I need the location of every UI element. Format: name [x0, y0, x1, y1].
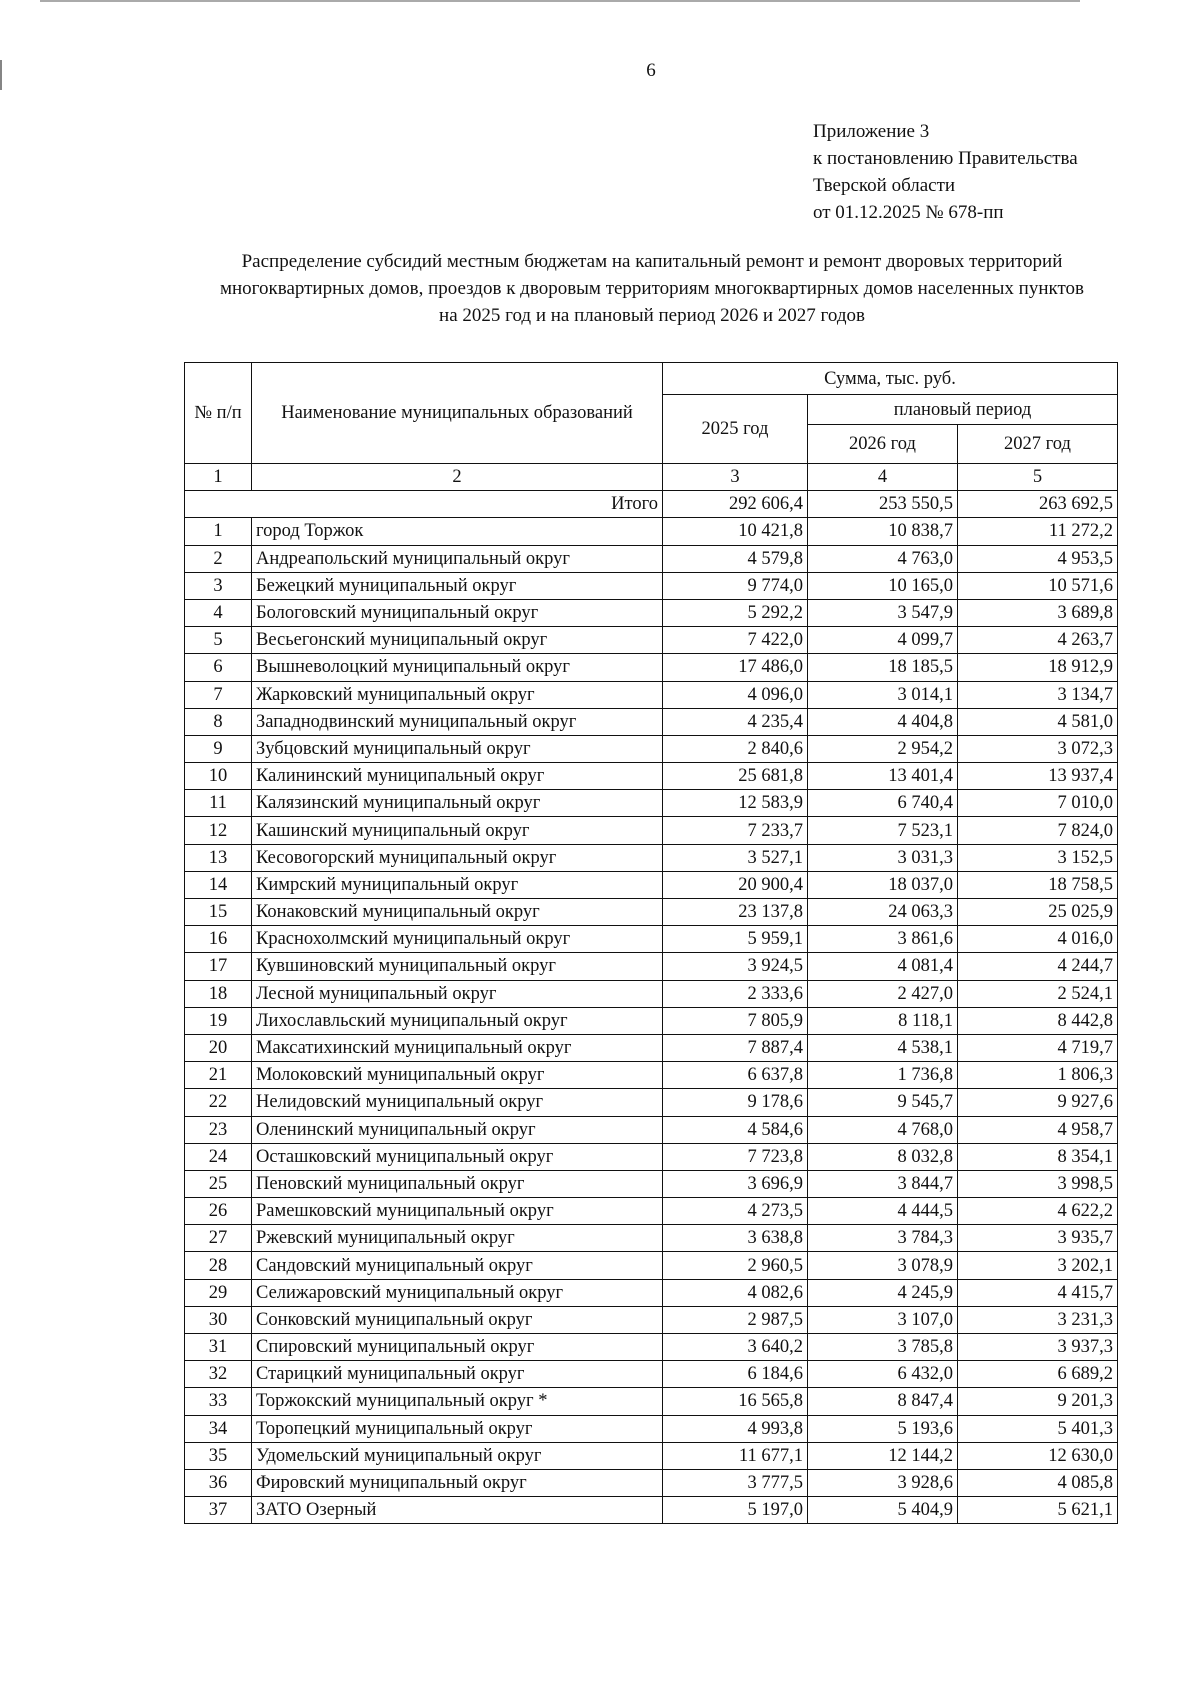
- value-2025: 12 583,9: [663, 790, 808, 817]
- document-title: [170, 248, 1134, 329]
- value-2026: 3 107,0: [808, 1306, 958, 1333]
- row-number: 20: [185, 1034, 252, 1061]
- value-2026: 3 861,6: [808, 926, 958, 953]
- value-2027: 7 824,0: [958, 817, 1118, 844]
- value-2026: 8 032,8: [808, 1143, 958, 1170]
- value-2025: 6 184,6: [663, 1361, 808, 1388]
- table-row: [185, 1334, 1118, 1361]
- value-2026: 9 545,7: [808, 1089, 958, 1116]
- value-2025: 16 565,8: [663, 1388, 808, 1415]
- value-2027: 4 953,5: [958, 545, 1118, 572]
- row-number: 36: [185, 1469, 252, 1496]
- row-number: 27: [185, 1225, 252, 1252]
- value-2026: 2 427,0: [808, 980, 958, 1007]
- value-2027: 4 622,2: [958, 1198, 1118, 1225]
- municipality-name: Вышневолоцкий муниципальный округ: [252, 654, 663, 681]
- table-row: [185, 763, 1118, 790]
- table-row: [185, 953, 1118, 980]
- value-2026: 2 954,2: [808, 735, 958, 762]
- value-2027: 4 085,8: [958, 1469, 1118, 1496]
- value-2026: 1 736,8: [808, 1062, 958, 1089]
- header-row: [185, 363, 1118, 395]
- value-2025: 3 638,8: [663, 1225, 808, 1252]
- row-number: 19: [185, 1007, 252, 1034]
- row-number: 13: [185, 844, 252, 871]
- municipality-name: Пеновский муниципальный округ: [252, 1170, 663, 1197]
- col-number: 1: [185, 464, 252, 491]
- row-number: 24: [185, 1143, 252, 1170]
- value-2026: 6 740,4: [808, 790, 958, 817]
- table-row: [185, 790, 1118, 817]
- municipality-name: Лихославльский муниципальный округ: [252, 1007, 663, 1034]
- table-row: [185, 926, 1118, 953]
- row-number: 8: [185, 708, 252, 735]
- header-2026: 2026 год: [808, 425, 958, 464]
- municipality-name: Кесовогорский муниципальный округ: [252, 844, 663, 871]
- value-2025: 5 197,0: [663, 1497, 808, 1524]
- value-2025: 7 422,0: [663, 627, 808, 654]
- table-row: [185, 1469, 1118, 1496]
- value-2026: 3 785,8: [808, 1334, 958, 1361]
- row-number: 14: [185, 871, 252, 898]
- row-number: 21: [185, 1062, 252, 1089]
- value-2027: 3 998,5: [958, 1170, 1118, 1197]
- value-2025: 4 273,5: [663, 1198, 808, 1225]
- table-row: [185, 1497, 1118, 1524]
- value-2025: 6 637,8: [663, 1062, 808, 1089]
- value-2027: 1 806,3: [958, 1062, 1118, 1089]
- table-row: [185, 1170, 1118, 1197]
- table-row: [185, 899, 1118, 926]
- title-line: Распределение субсидий местным бюджетам на капитальный ремонт и ремонт дворовых территорий: [241, 251, 1063, 272]
- table-row: [185, 599, 1118, 626]
- value-2027: 3 134,7: [958, 681, 1118, 708]
- table-row: [185, 681, 1118, 708]
- municipality-name: Андреапольский муниципальный округ: [252, 545, 663, 572]
- value-2027: 3 202,1: [958, 1252, 1118, 1279]
- value-2025: 4 096,0: [663, 681, 808, 708]
- title-line: на 2025 год и на плановый период 2026 и 2027 годов: [439, 305, 865, 326]
- municipality-name: Кимрский муниципальный округ: [252, 871, 663, 898]
- value-2025: 4 993,8: [663, 1415, 808, 1442]
- value-2025: 2 333,6: [663, 980, 808, 1007]
- value-2027: 3 935,7: [958, 1225, 1118, 1252]
- municipality-name: Бежецкий муниципальный округ: [252, 572, 663, 599]
- municipality-name: Удомельский муниципальный округ: [252, 1442, 663, 1469]
- appendix-line: Приложение 3: [813, 121, 930, 142]
- value-2027: 10 571,6: [958, 572, 1118, 599]
- table-row: [185, 572, 1118, 599]
- row-number: 9: [185, 735, 252, 762]
- municipality-name: Бологовский муниципальный округ: [252, 599, 663, 626]
- row-number: 12: [185, 817, 252, 844]
- total-label: Итого: [185, 491, 663, 518]
- municipality-name: Оленинский муниципальный округ: [252, 1116, 663, 1143]
- table-row: [185, 1198, 1118, 1225]
- row-number: 33: [185, 1388, 252, 1415]
- value-2026: 4 763,0: [808, 545, 958, 572]
- value-2027: 2 524,1: [958, 980, 1118, 1007]
- row-number: 26: [185, 1198, 252, 1225]
- table-row: [185, 1252, 1118, 1279]
- municipality-name: Ржевский муниципальный округ: [252, 1225, 663, 1252]
- value-2027: 4 016,0: [958, 926, 1118, 953]
- value-2027: 3 072,3: [958, 735, 1118, 762]
- municipality-name: Фировский муниципальный округ: [252, 1469, 663, 1496]
- table-row: [185, 518, 1118, 545]
- value-2026: 4 081,4: [808, 953, 958, 980]
- header-num: [185, 363, 252, 464]
- municipality-name: Селижаровский муниципальный округ: [252, 1279, 663, 1306]
- value-2025: 7 233,7: [663, 817, 808, 844]
- table-row: [185, 1116, 1118, 1143]
- value-2026: 18 185,5: [808, 654, 958, 681]
- value-2025: 2 987,5: [663, 1306, 808, 1333]
- value-2026: 4 404,8: [808, 708, 958, 735]
- value-2027: 4 415,7: [958, 1279, 1118, 1306]
- table-row: [185, 1442, 1118, 1469]
- value-2025: 2 840,6: [663, 735, 808, 762]
- value-2027: 4 958,7: [958, 1116, 1118, 1143]
- header-planned: плановый период: [808, 395, 1118, 425]
- value-2025: 5 292,2: [663, 599, 808, 626]
- municipality-name: Спировский муниципальный округ: [252, 1334, 663, 1361]
- table-row: [185, 1089, 1118, 1116]
- col-number: 4: [808, 464, 958, 491]
- row-number: 22: [185, 1089, 252, 1116]
- table-row: [185, 1361, 1118, 1388]
- header-2027: 2027 год: [958, 425, 1118, 464]
- value-2025: 7 723,8: [663, 1143, 808, 1170]
- value-2026: 4 768,0: [808, 1116, 958, 1143]
- value-2026: 12 144,2: [808, 1442, 958, 1469]
- row-number: 16: [185, 926, 252, 953]
- value-2027: 4 263,7: [958, 627, 1118, 654]
- table-row: [185, 1225, 1118, 1252]
- value-2026: 5 193,6: [808, 1415, 958, 1442]
- value-2026: 3 844,7: [808, 1170, 958, 1197]
- table-row: [185, 980, 1118, 1007]
- municipality-name: город Торжок: [252, 518, 663, 545]
- table-row: [185, 817, 1118, 844]
- table-row: [185, 1306, 1118, 1333]
- value-2026: 3 014,1: [808, 681, 958, 708]
- value-2027: 7 010,0: [958, 790, 1118, 817]
- value-2027: 4 719,7: [958, 1034, 1118, 1061]
- municipality-name: Осташковский муниципальный округ: [252, 1143, 663, 1170]
- value-2027: 9 927,6: [958, 1089, 1118, 1116]
- municipality-name: Торопецкий муниципальный округ: [252, 1415, 663, 1442]
- col-number: 2: [252, 464, 663, 491]
- municipality-name: Сонковский муниципальный округ: [252, 1306, 663, 1333]
- column-number-row: [185, 464, 1118, 491]
- table-row: [185, 545, 1118, 572]
- value-2025: 3 777,5: [663, 1469, 808, 1496]
- value-2027: 6 689,2: [958, 1361, 1118, 1388]
- row-number: 31: [185, 1334, 252, 1361]
- value-2027: 3 231,3: [958, 1306, 1118, 1333]
- col-number: 3: [663, 464, 808, 491]
- row-number: 6: [185, 654, 252, 681]
- value-2025: 9 178,6: [663, 1089, 808, 1116]
- value-2027: 11 272,2: [958, 518, 1118, 545]
- value-2025: 11 677,1: [663, 1442, 808, 1469]
- value-2027: 25 025,9: [958, 899, 1118, 926]
- header-num-label: № п/п: [194, 403, 242, 423]
- header-sum: Сумма, тыс. руб.: [663, 363, 1118, 395]
- value-2026: 10 165,0: [808, 572, 958, 599]
- value-2025: 3 924,5: [663, 953, 808, 980]
- value-2025: 3 640,2: [663, 1334, 808, 1361]
- subsidy-table: [184, 362, 1118, 1524]
- header-2025: 2025 год: [663, 395, 808, 464]
- row-number: 23: [185, 1116, 252, 1143]
- row-number: 2: [185, 545, 252, 572]
- value-2026: 3 928,6: [808, 1469, 958, 1496]
- municipality-name: Зубцовский муниципальный округ: [252, 735, 663, 762]
- value-2025: 20 900,4: [663, 871, 808, 898]
- value-2027: 4 244,7: [958, 953, 1118, 980]
- value-2026: 4 444,5: [808, 1198, 958, 1225]
- page-number: 6: [646, 60, 656, 81]
- municipality-name: Западнодвинский муниципальный округ: [252, 708, 663, 735]
- row-number: 5: [185, 627, 252, 654]
- table-row: [185, 1062, 1118, 1089]
- municipality-name: Рамешковский муниципальный округ: [252, 1198, 663, 1225]
- row-number: 28: [185, 1252, 252, 1279]
- municipality-name: Калязинский муниципальный округ: [252, 790, 663, 817]
- municipality-name: Нелидовский муниципальный округ: [252, 1089, 663, 1116]
- total-row: [185, 491, 1118, 518]
- value-2026: 7 523,1: [808, 817, 958, 844]
- appendix-block: [813, 118, 1078, 226]
- appendix-line: к постановлению Правительства: [813, 148, 1078, 169]
- value-2025: 7 887,4: [663, 1034, 808, 1061]
- value-2027: 5 621,1: [958, 1497, 1118, 1524]
- municipality-name: Лесной муниципальный округ: [252, 980, 663, 1007]
- value-2027: 18 912,9: [958, 654, 1118, 681]
- total-2026: 253 550,5: [808, 491, 958, 518]
- value-2027: 5 401,3: [958, 1415, 1118, 1442]
- value-2026: 8 118,1: [808, 1007, 958, 1034]
- value-2026: 8 847,4: [808, 1388, 958, 1415]
- table-row: [185, 844, 1118, 871]
- value-2025: 4 579,8: [663, 545, 808, 572]
- value-2025: 23 137,8: [663, 899, 808, 926]
- table-row: [185, 654, 1118, 681]
- municipality-name: ЗАТО Озерный: [252, 1497, 663, 1524]
- table-row: [185, 1007, 1118, 1034]
- municipality-name: Жарковский муниципальный округ: [252, 681, 663, 708]
- total-2027: 263 692,5: [958, 491, 1118, 518]
- value-2025: 3 696,9: [663, 1170, 808, 1197]
- row-number: 10: [185, 763, 252, 790]
- value-2026: 4 538,1: [808, 1034, 958, 1061]
- value-2025: 4 235,4: [663, 708, 808, 735]
- value-2026: 4 099,7: [808, 627, 958, 654]
- value-2025: 9 774,0: [663, 572, 808, 599]
- row-number: 35: [185, 1442, 252, 1469]
- value-2027: 3 689,8: [958, 599, 1118, 626]
- value-2025: 5 959,1: [663, 926, 808, 953]
- scan-edge-line: [40, 0, 1080, 2]
- value-2027: 8 354,1: [958, 1143, 1118, 1170]
- table-row: [185, 1279, 1118, 1306]
- table-row: [185, 1415, 1118, 1442]
- municipality-name: Конаковский муниципальный округ: [252, 899, 663, 926]
- table-row: [185, 735, 1118, 762]
- municipality-name: Кувшиновский муниципальный округ: [252, 953, 663, 980]
- value-2026: 18 037,0: [808, 871, 958, 898]
- value-2027: 18 758,5: [958, 871, 1118, 898]
- value-2027: 12 630,0: [958, 1442, 1118, 1469]
- row-number: 17: [185, 953, 252, 980]
- value-2027: 13 937,4: [958, 763, 1118, 790]
- table-row: [185, 1034, 1118, 1061]
- value-2025: 3 527,1: [663, 844, 808, 871]
- table-row: [185, 1143, 1118, 1170]
- value-2026: 13 401,4: [808, 763, 958, 790]
- row-number: 37: [185, 1497, 252, 1524]
- row-number: 4: [185, 599, 252, 626]
- value-2027: 4 581,0: [958, 708, 1118, 735]
- appendix-line: от 01.12.2025 № 678-пп: [813, 202, 1004, 223]
- total-2025: 292 606,4: [663, 491, 808, 518]
- table-row: [185, 627, 1118, 654]
- value-2027: 9 201,3: [958, 1388, 1118, 1415]
- row-number: 15: [185, 899, 252, 926]
- municipality-name: Молоковский муниципальный округ: [252, 1062, 663, 1089]
- value-2026: 3 547,9: [808, 599, 958, 626]
- value-2026: 5 404,9: [808, 1497, 958, 1524]
- row-number: 7: [185, 681, 252, 708]
- municipality-name: Старицкий муниципальный округ: [252, 1361, 663, 1388]
- row-number: 32: [185, 1361, 252, 1388]
- municipality-name: Максатихинский муниципальный округ: [252, 1034, 663, 1061]
- municipality-name: Торжокский муниципальный округ *: [252, 1388, 663, 1415]
- value-2026: 3 031,3: [808, 844, 958, 871]
- table-row: [185, 871, 1118, 898]
- title-line: многоквартирных домов, проездов к дворовым территориям многоквартирных домов населенных пунктов: [219, 278, 1084, 299]
- table-row: [185, 1388, 1118, 1415]
- appendix-line: Тверской области: [813, 175, 956, 196]
- value-2027: 8 442,8: [958, 1007, 1118, 1034]
- value-2025: 17 486,0: [663, 654, 808, 681]
- row-number: 1: [185, 518, 252, 545]
- value-2025: 4 082,6: [663, 1279, 808, 1306]
- value-2025: 7 805,9: [663, 1007, 808, 1034]
- value-2026: 10 838,7: [808, 518, 958, 545]
- value-2026: 3 078,9: [808, 1252, 958, 1279]
- value-2026: 6 432,0: [808, 1361, 958, 1388]
- value-2025: 2 960,5: [663, 1252, 808, 1279]
- value-2027: 3 937,3: [958, 1334, 1118, 1361]
- row-number: 34: [185, 1415, 252, 1442]
- table-row: [185, 708, 1118, 735]
- row-number: 18: [185, 980, 252, 1007]
- value-2025: 10 421,8: [663, 518, 808, 545]
- value-2025: 4 584,6: [663, 1116, 808, 1143]
- header-name: Наименование муниципальных образований: [252, 363, 663, 464]
- municipality-name: Весьегонский муниципальный округ: [252, 627, 663, 654]
- row-number: 30: [185, 1306, 252, 1333]
- value-2026: 3 784,3: [808, 1225, 958, 1252]
- value-2025: 25 681,8: [663, 763, 808, 790]
- municipality-name: Калининский муниципальный округ: [252, 763, 663, 790]
- row-number: 25: [185, 1170, 252, 1197]
- col-number: 5: [958, 464, 1118, 491]
- row-number: 3: [185, 572, 252, 599]
- municipality-name: Кашинский муниципальный округ: [252, 817, 663, 844]
- municipality-name: Сандовский муниципальный округ: [252, 1252, 663, 1279]
- value-2026: 4 245,9: [808, 1279, 958, 1306]
- row-number: 11: [185, 790, 252, 817]
- municipality-name: Краснохолмский муниципальный округ: [252, 926, 663, 953]
- value-2026: 24 063,3: [808, 899, 958, 926]
- value-2027: 3 152,5: [958, 844, 1118, 871]
- row-number: 29: [185, 1279, 252, 1306]
